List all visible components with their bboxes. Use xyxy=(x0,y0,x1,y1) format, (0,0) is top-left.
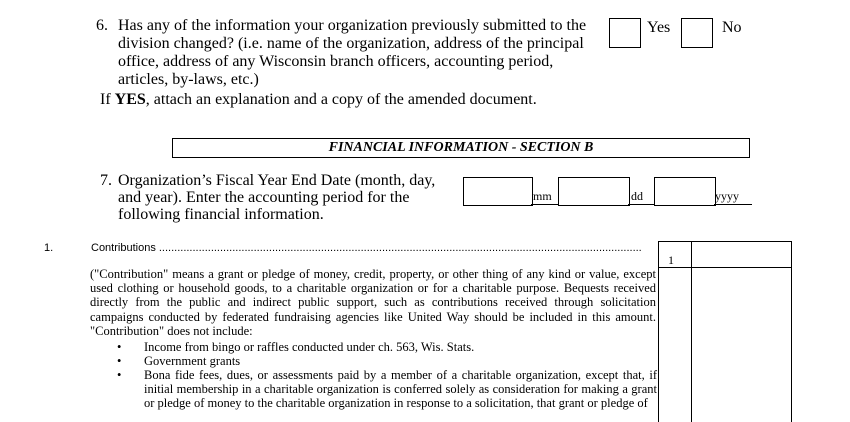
question-7-text: Organization’s Fiscal Year End Date (month, day, and year). Enter the accounting period for the following financial information. xyxy=(118,172,436,223)
if-yes-strong: YES xyxy=(114,91,146,108)
contributions-label: Contributions .............................................................................................................................................................. xyxy=(91,242,642,254)
bullet-text: Income from bingo or raffles conducted under ch. 563, Wis. Stats. xyxy=(144,340,475,354)
fiscal-month-field[interactable] xyxy=(463,177,533,206)
bullet-icon: • xyxy=(117,368,122,382)
bullet-icon: • xyxy=(117,354,122,368)
bullet-item-grants xyxy=(117,354,657,368)
question-6-text: Has any of the information your organization previously submitted to the division changed? (i.e. name of the organization, address of the principal office, address of any Wisconsin branch officers, accounting period, articles, by-laws, etc.) xyxy=(118,17,587,88)
fiscal-year-field[interactable] xyxy=(654,177,716,206)
fiscal-day-label: dd xyxy=(631,189,643,203)
table-divider xyxy=(691,242,692,422)
bullet-item-bingo xyxy=(117,340,657,354)
yes-label: Yes xyxy=(647,19,671,36)
fiscal-month-underline xyxy=(531,204,558,205)
bullet-text: Bona fide fees, dues, or assessments paid by a member of a charitable organization, except that, if initial membership in a charitable organization is conferred solely as consideration for making a grant or pledge of money to the charitable organization in response to a solicitation, that grant or pledge of xyxy=(144,368,657,411)
if-yes-instruction xyxy=(100,91,537,109)
question-7 xyxy=(100,172,445,223)
question-7-number: 7. xyxy=(100,172,112,189)
line-1-reference: 1 xyxy=(668,253,674,267)
if-yes-rest: , attach an explanation and a copy of the amended document. xyxy=(145,91,537,108)
fiscal-month-label: mm xyxy=(533,189,552,203)
bullet-item-fees xyxy=(117,368,657,411)
fiscal-day-underline xyxy=(628,204,654,205)
fiscal-year-label: yyyy xyxy=(715,189,739,203)
bullet-icon: • xyxy=(117,340,122,354)
no-label: No xyxy=(722,19,742,36)
question-6-number: 6. xyxy=(96,17,108,34)
table-row-divider xyxy=(659,267,791,268)
yes-checkbox[interactable] xyxy=(609,18,641,48)
question-6 xyxy=(96,17,596,89)
contributions-amount-field[interactable] xyxy=(693,243,789,266)
line-1-number: 1. xyxy=(44,242,54,254)
contribution-definition: ("Contribution" means a grant or pledge of money, credit, property, or other thing of any kind or value, except used clothing or household goods, to a charitable organization or for a charitable purpose. Bequests received directly from the public and indirect public support, such as contributions received through solicitation campaigns conducted by federated fundraising agencies like United Way should be included in this amount. "Contribution" does not include: xyxy=(90,267,656,338)
fiscal-year-underline xyxy=(714,204,752,205)
bullet-text: Government grants xyxy=(144,354,241,368)
section-b-header: FINANCIAL INFORMATION - SECTION B xyxy=(172,138,750,158)
no-checkbox[interactable] xyxy=(681,18,713,48)
line-1-amount-table xyxy=(658,241,792,422)
if-yes-prefix: If xyxy=(100,91,115,108)
fiscal-day-field[interactable] xyxy=(558,177,630,206)
